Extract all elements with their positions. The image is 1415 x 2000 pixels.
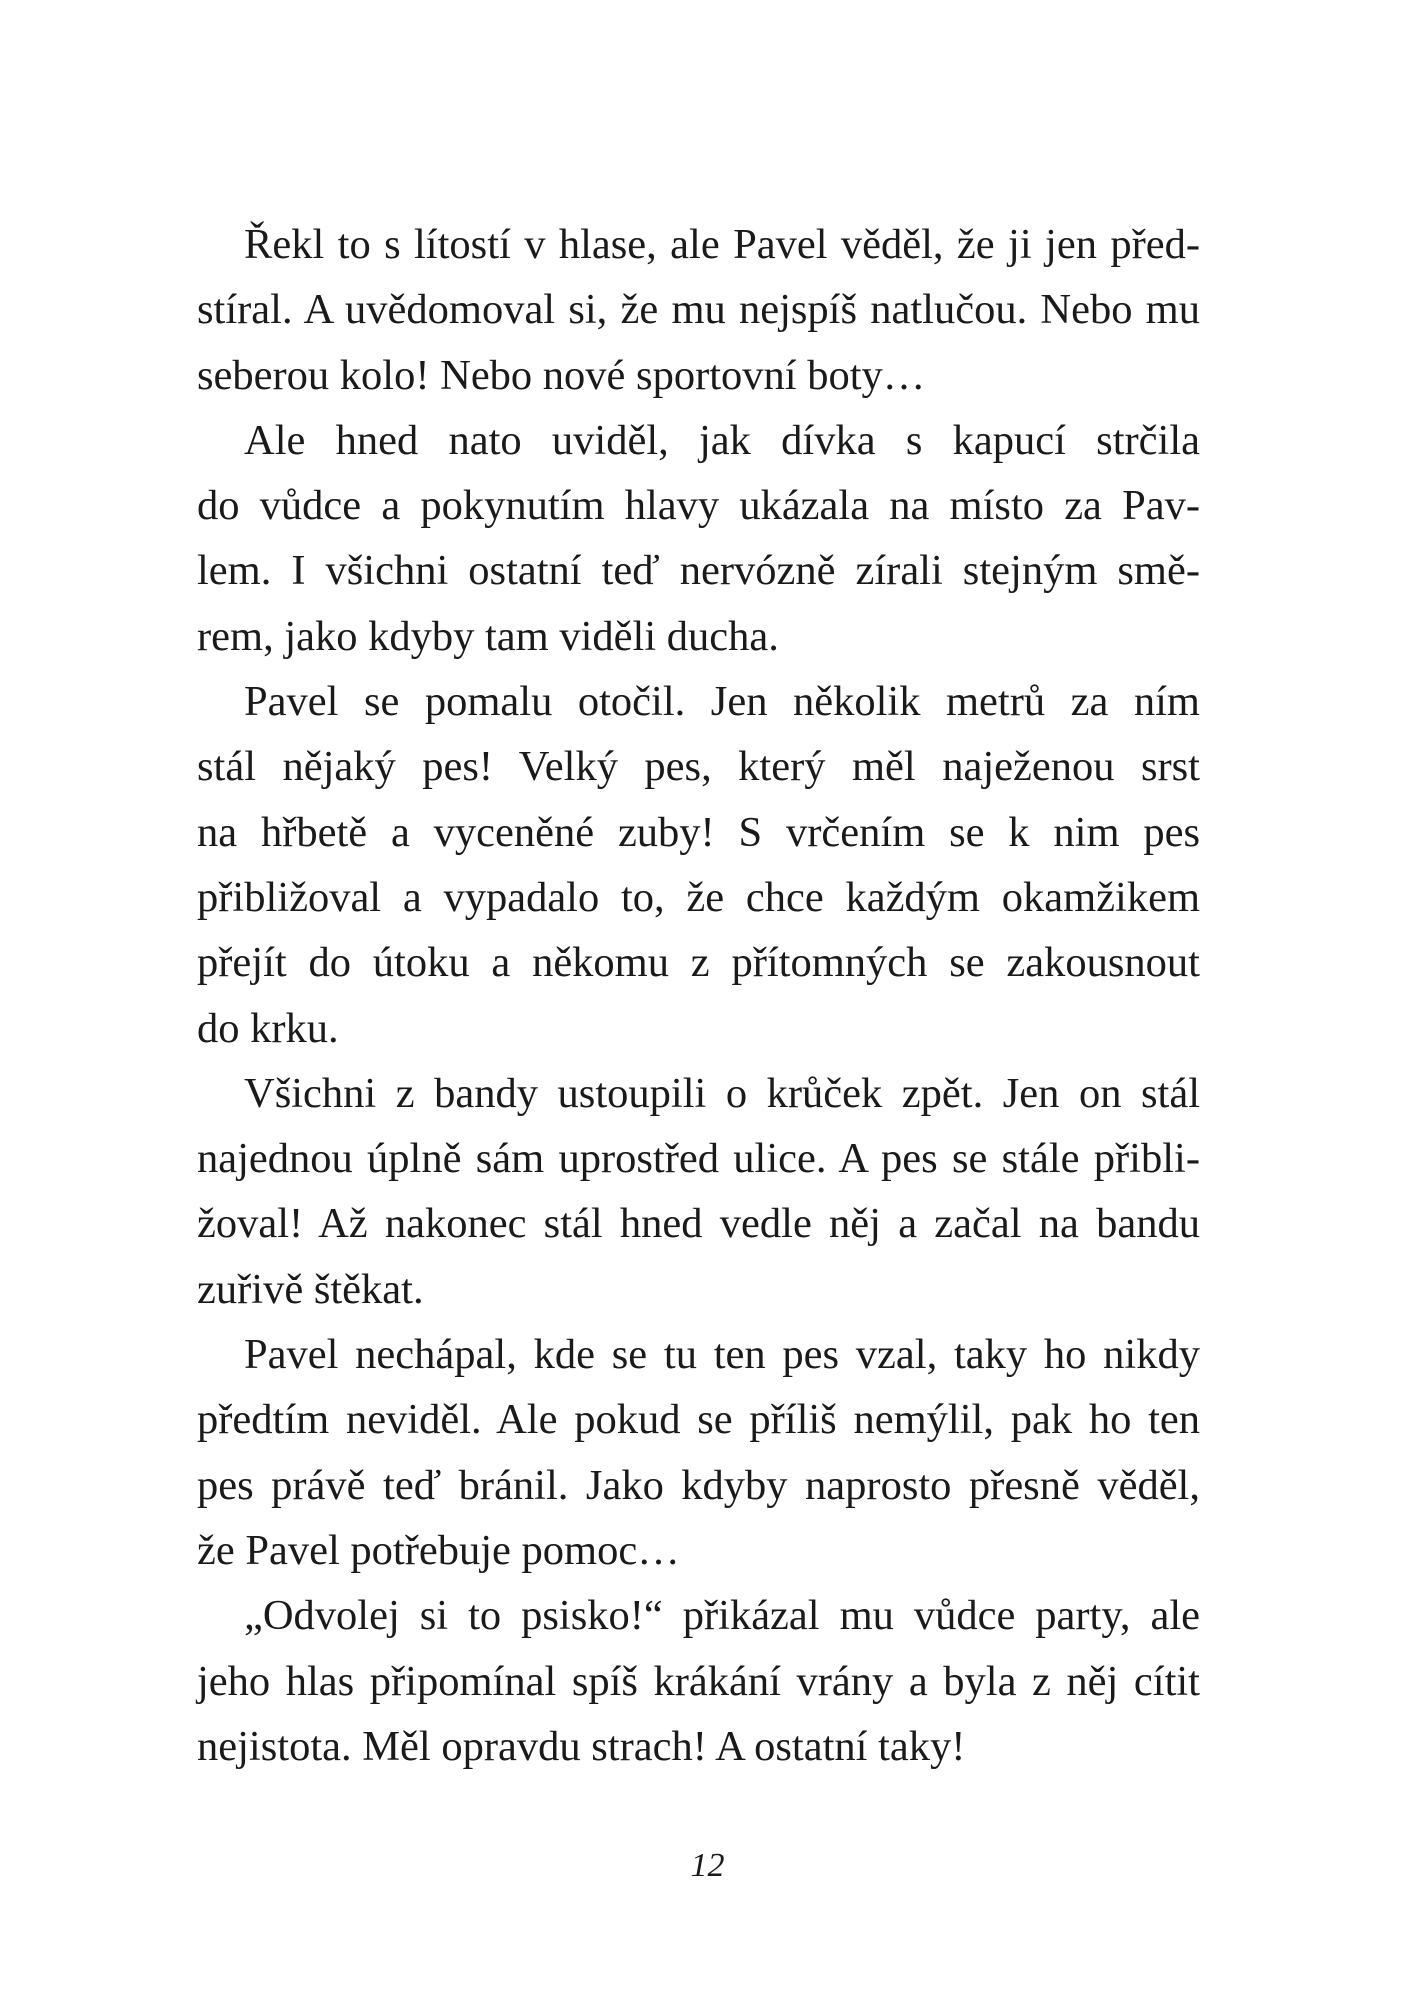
text-line: Všichni z bandy ustoupili o krůček zpět. Jen on stál <box>244 1069 1200 1117</box>
text-line: zuřivě štěkat. <box>197 1265 424 1313</box>
text-line: Ale hned nato uviděl, jak dívka s kapucí strčila <box>244 416 1200 464</box>
text-line: na hřbetě a vyceněné zuby! S vrčením se k nim pes <box>197 808 1200 856</box>
paragraph <box>197 669 1200 1061</box>
body-text <box>197 212 1200 1779</box>
text-line: do krku. <box>197 1004 339 1052</box>
text-line: lem. I všichni ostatní teď nervózně zírali stejným smě- <box>197 547 1200 595</box>
text-line: předtím neviděl. Ale pokud se příliš nemýlil, pak ho ten <box>197 1396 1200 1444</box>
text-line: pes právě teď bránil. Jako kdyby naprosto přesně věděl, <box>197 1461 1200 1509</box>
paragraph <box>197 1061 1200 1322</box>
paragraph <box>197 212 1200 408</box>
text-line: že Pavel potřebuje pomoc… <box>197 1526 680 1574</box>
paragraph <box>197 408 1200 669</box>
text-line: najednou úplně sám uprostřed ulice. A pes se stále přibli- <box>197 1135 1200 1183</box>
text-line: Pavel se pomalu otočil. Jen několik metrů za ním <box>244 678 1200 726</box>
text-line: nejistota. Měl opravdu strach! A ostatní taky! <box>197 1722 966 1770</box>
text-line: jeho hlas připomínal spíš krákání vrány a byla z něj cítit <box>197 1657 1200 1705</box>
paragraph <box>197 1583 1200 1779</box>
text-line: seberou kolo! Nebo nové sportovní boty… <box>197 351 926 399</box>
text-line: rem, jako kdyby tam viděli ducha. <box>197 612 779 660</box>
text-line: „Odvolej si to psisko!“ přikázal mu vůdce party, ale <box>244 1592 1200 1640</box>
text-line: žoval! Až nakonec stál hned vedle něj a začal na bandu <box>197 1200 1200 1248</box>
text-line: Pavel nechápal, kde se tu ten pes vzal, taky ho nikdy <box>244 1331 1200 1379</box>
text-line: přejít do útoku a někomu z přítomných se zakousnout <box>197 939 1200 987</box>
text-line: stál nějaký pes! Velký pes, který měl naježenou srst <box>197 743 1200 791</box>
text-line: do vůdce a pokynutím hlavy ukázala na místo za Pav- <box>197 482 1200 530</box>
text-line: stíral. A uvědomoval si, že mu nejspíš natlučou. Nebo mu <box>197 286 1200 334</box>
text-line: přibližoval a vypadalo to, že chce každým okamžikem <box>197 873 1200 921</box>
text-line: Řekl to s lítostí v hlase, ale Pavel věděl, že ji jen před- <box>244 221 1200 268</box>
page-number: 12 <box>690 1847 725 1884</box>
paragraph <box>197 1322 1200 1583</box>
